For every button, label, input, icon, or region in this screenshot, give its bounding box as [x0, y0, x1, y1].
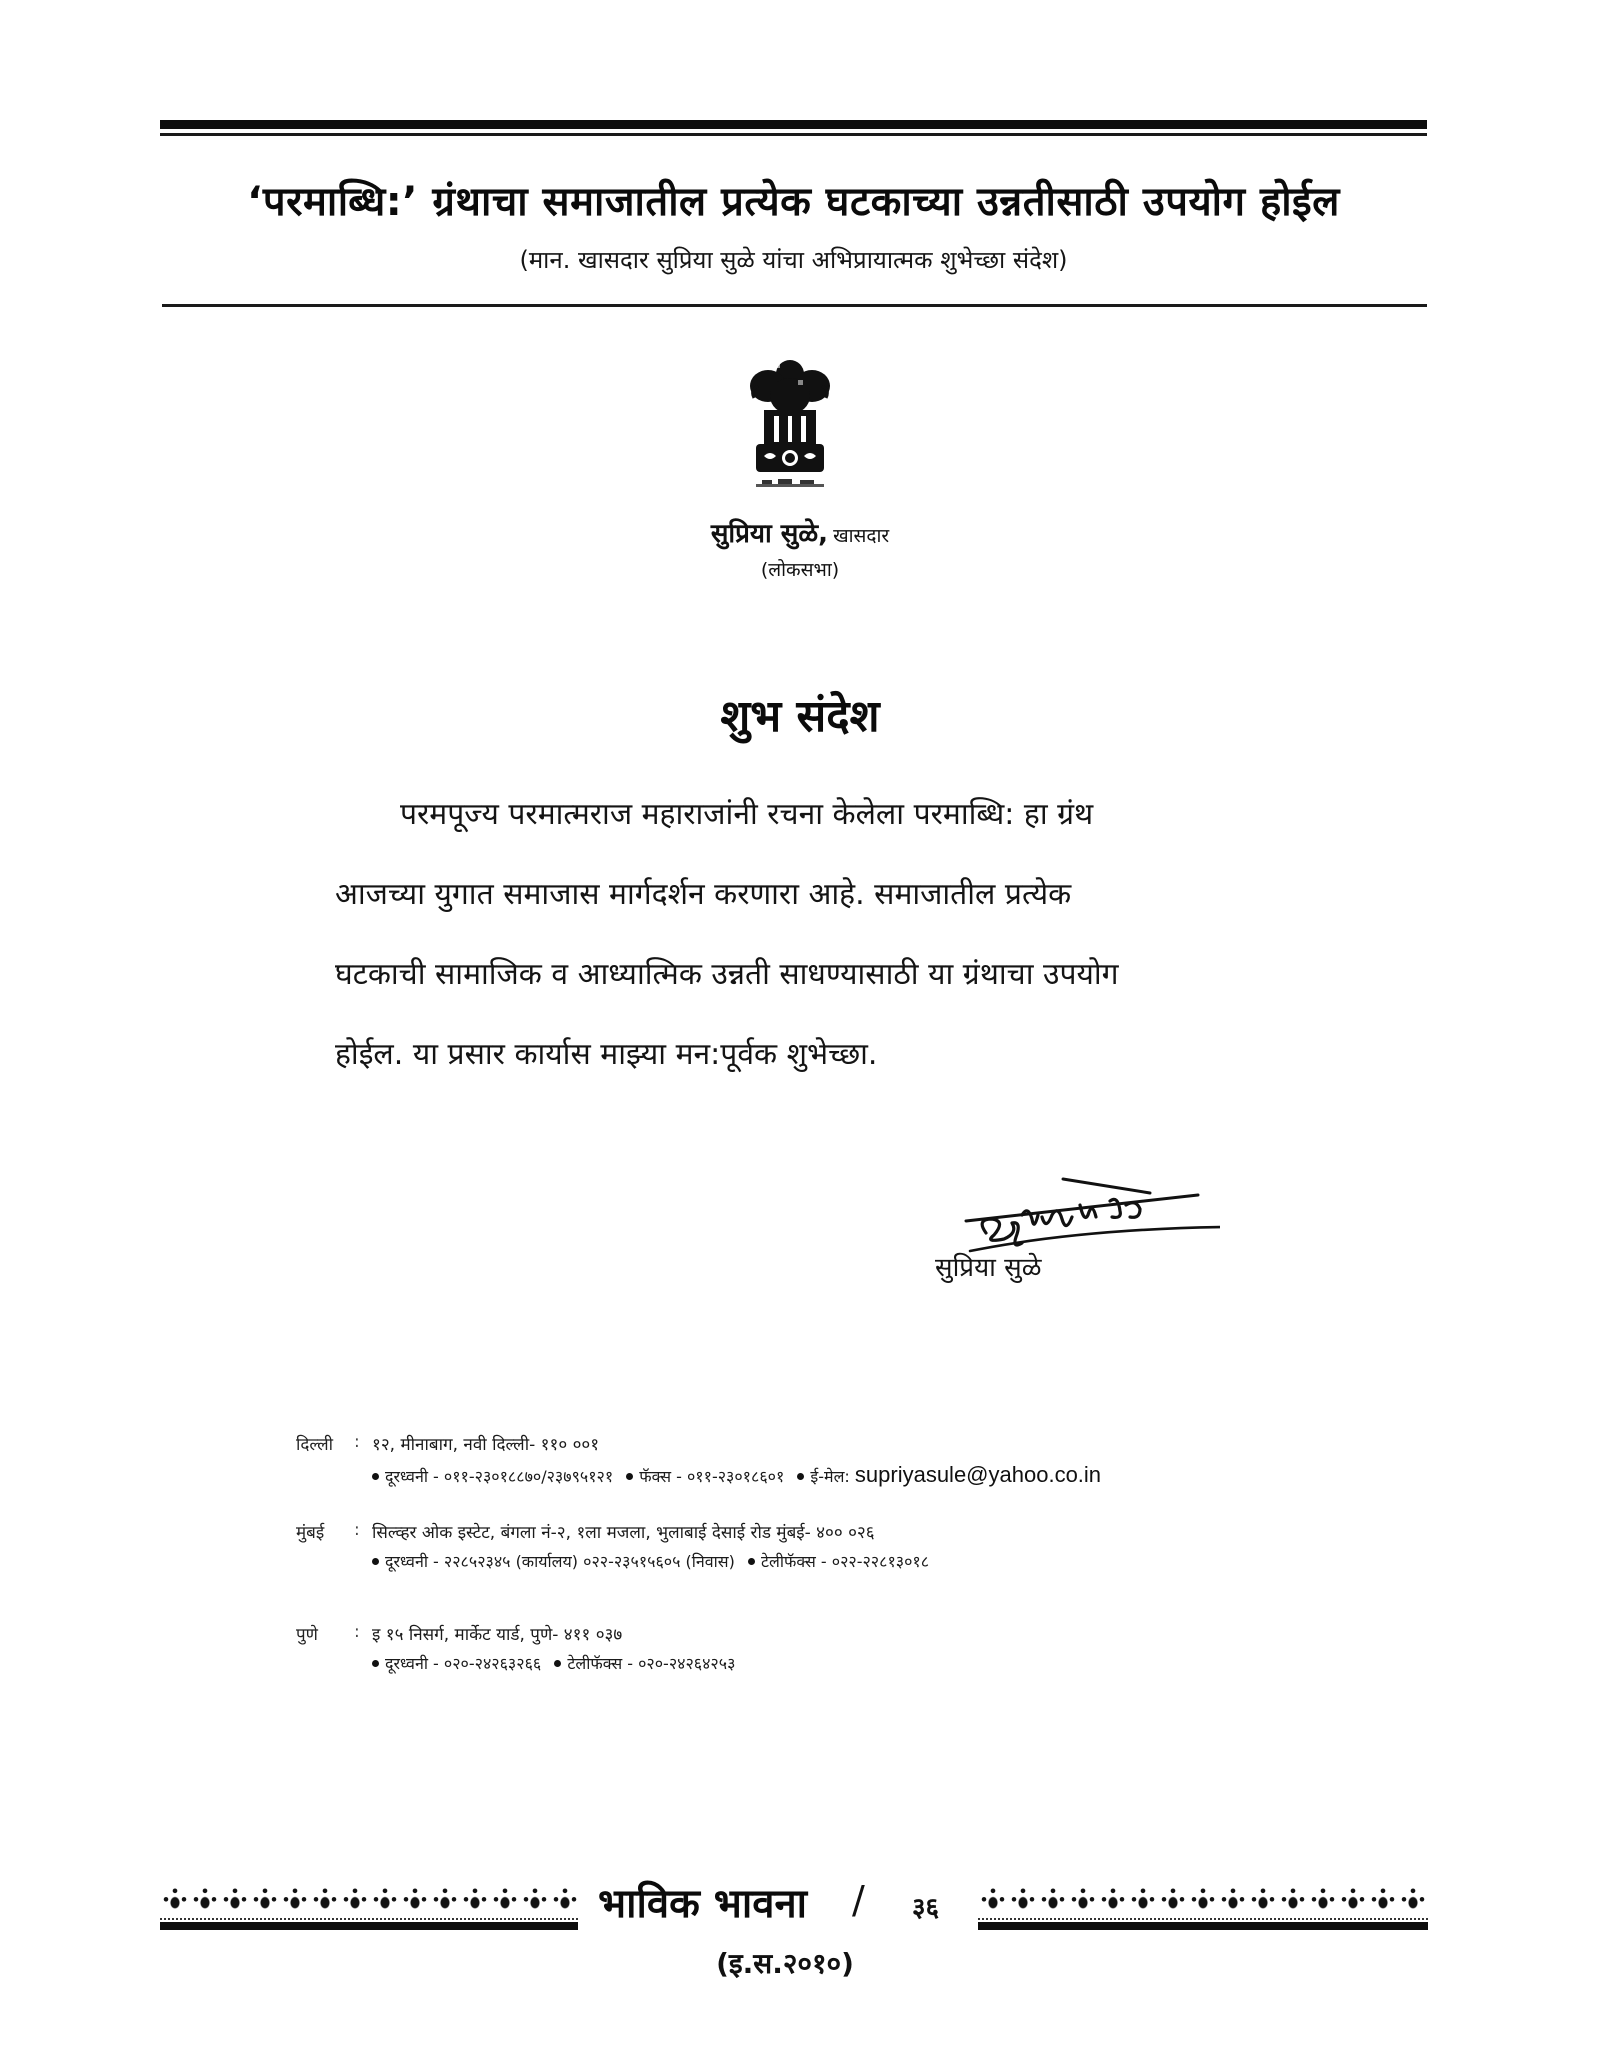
email-label: ई-मेल:: [810, 1467, 850, 1486]
address-city-pune: पुणे: [296, 1625, 318, 1645]
fax-pune: टेलीफॅक्स - ०२०-२४२६४२५३: [567, 1654, 736, 1673]
page-title: ‘परमाब्धि:’ ग्रंथाचा समाजातील प्रत्येक घटकाच्या उन्नतीसाठी उपयोग होईल: [247, 179, 1340, 225]
address-mumbai: सिल्व्हर ओक इस्टेट, बंगला नं-२, १ला मजला, भुलाबाई देसाई रोड मुंबई- ४०० ०२६: [372, 1523, 875, 1543]
page-subtitle: (मान. खासदार सुप्रिया सुळे यांचा अभिप्रायात्मक शुभेच्छा संदेश): [519, 246, 1068, 274]
page-number: ३६: [912, 1893, 940, 1923]
top-thin-rule: [160, 133, 1427, 136]
address-city-mumbai: मुंबई: [296, 1523, 325, 1543]
top-thick-rule: [160, 120, 1427, 129]
address-delhi: १२, मीनाबाग, नवी दिल्ली- ११० ००१: [372, 1435, 600, 1455]
phone-delhi: दूरध्वनी - ०११-२३०१८८७०/२३७९५१२१: [385, 1467, 614, 1486]
address-pune: इ १५ निसर्ग, मार्केट यार्ड, पुणे- ४११ ०३७: [372, 1625, 623, 1645]
bullet-icon: [626, 1473, 633, 1480]
bullet-icon: [797, 1473, 804, 1480]
book-title: भाविक भावना: [598, 1881, 808, 1927]
message-heading: शुभ संदेश: [720, 691, 880, 742]
message-line-1: परमपूज्य परमात्मराज महाराजांनी रचना केलेला परमाब्धि: हा ग्रंथ: [400, 797, 1094, 832]
address-colon: :: [354, 1520, 360, 1540]
footer-ornament-right: [978, 1884, 1428, 1930]
bullet-icon: [372, 1558, 379, 1565]
header-divider: [162, 304, 1427, 307]
mp-house: (लोकसभा): [760, 559, 840, 581]
address-colon: :: [354, 1622, 360, 1642]
bullet-icon: [554, 1660, 561, 1667]
ornamental-border-icon: [160, 1884, 578, 1920]
mp-designation: खासदार: [833, 525, 890, 547]
footer-separator: /: [852, 1878, 865, 1922]
footer-rule-right: [978, 1922, 1428, 1930]
letterhead-name: [600, 514, 1000, 550]
phone-mumbai: दूरध्वनी - २२८५२३४५ (कार्यालय) ०२२-२३५१५६०५ (निवास): [385, 1552, 735, 1571]
footer-ornament-left: [160, 1884, 578, 1930]
bullet-icon: [372, 1473, 379, 1480]
address-colon: :: [354, 1432, 360, 1452]
bullet-icon: [372, 1660, 379, 1667]
footer-rule-left: [160, 1922, 578, 1930]
national-emblem-icon: [738, 352, 842, 502]
ornamental-border-icon: [978, 1884, 1428, 1920]
fax-delhi: फॅक्स - ०११-२३०१८६०१: [639, 1467, 785, 1486]
contact-delhi: [372, 1462, 1101, 1488]
contact-mumbai: [372, 1550, 929, 1572]
phone-pune: दूरध्वनी - ०२०-२४२६३२६६: [385, 1654, 542, 1673]
message-line-2: आजच्या युगात समाजास मार्गदर्शन करणारा आहे. समाजातील प्रत्येक: [335, 877, 1072, 912]
fax-mumbai: टेलीफॅक्स - ०२२-२२८१३०१८: [760, 1552, 930, 1571]
address-city-delhi: दिल्ली: [296, 1435, 334, 1455]
publication-year: (इ.स.२०१०): [716, 1947, 854, 1980]
mp-name: सुप्रिया सुळे,: [710, 519, 828, 549]
message-line-3: घटकाची सामाजिक व आध्यात्मिक उन्नती साधण्यासाठी या ग्रंथाचा उपयोग: [335, 957, 1119, 992]
signatory-name: सुप्रिया सुळे: [935, 1253, 1042, 1283]
email-link[interactable]: supriyasule@yahoo.co.in: [854, 1462, 1102, 1487]
bullet-icon: [748, 1558, 755, 1565]
contact-pune: [372, 1652, 735, 1674]
message-line-4: होईल. या प्रसार कार्यास माझ्या मन:पूर्वक शुभेच्छा.: [335, 1037, 878, 1072]
